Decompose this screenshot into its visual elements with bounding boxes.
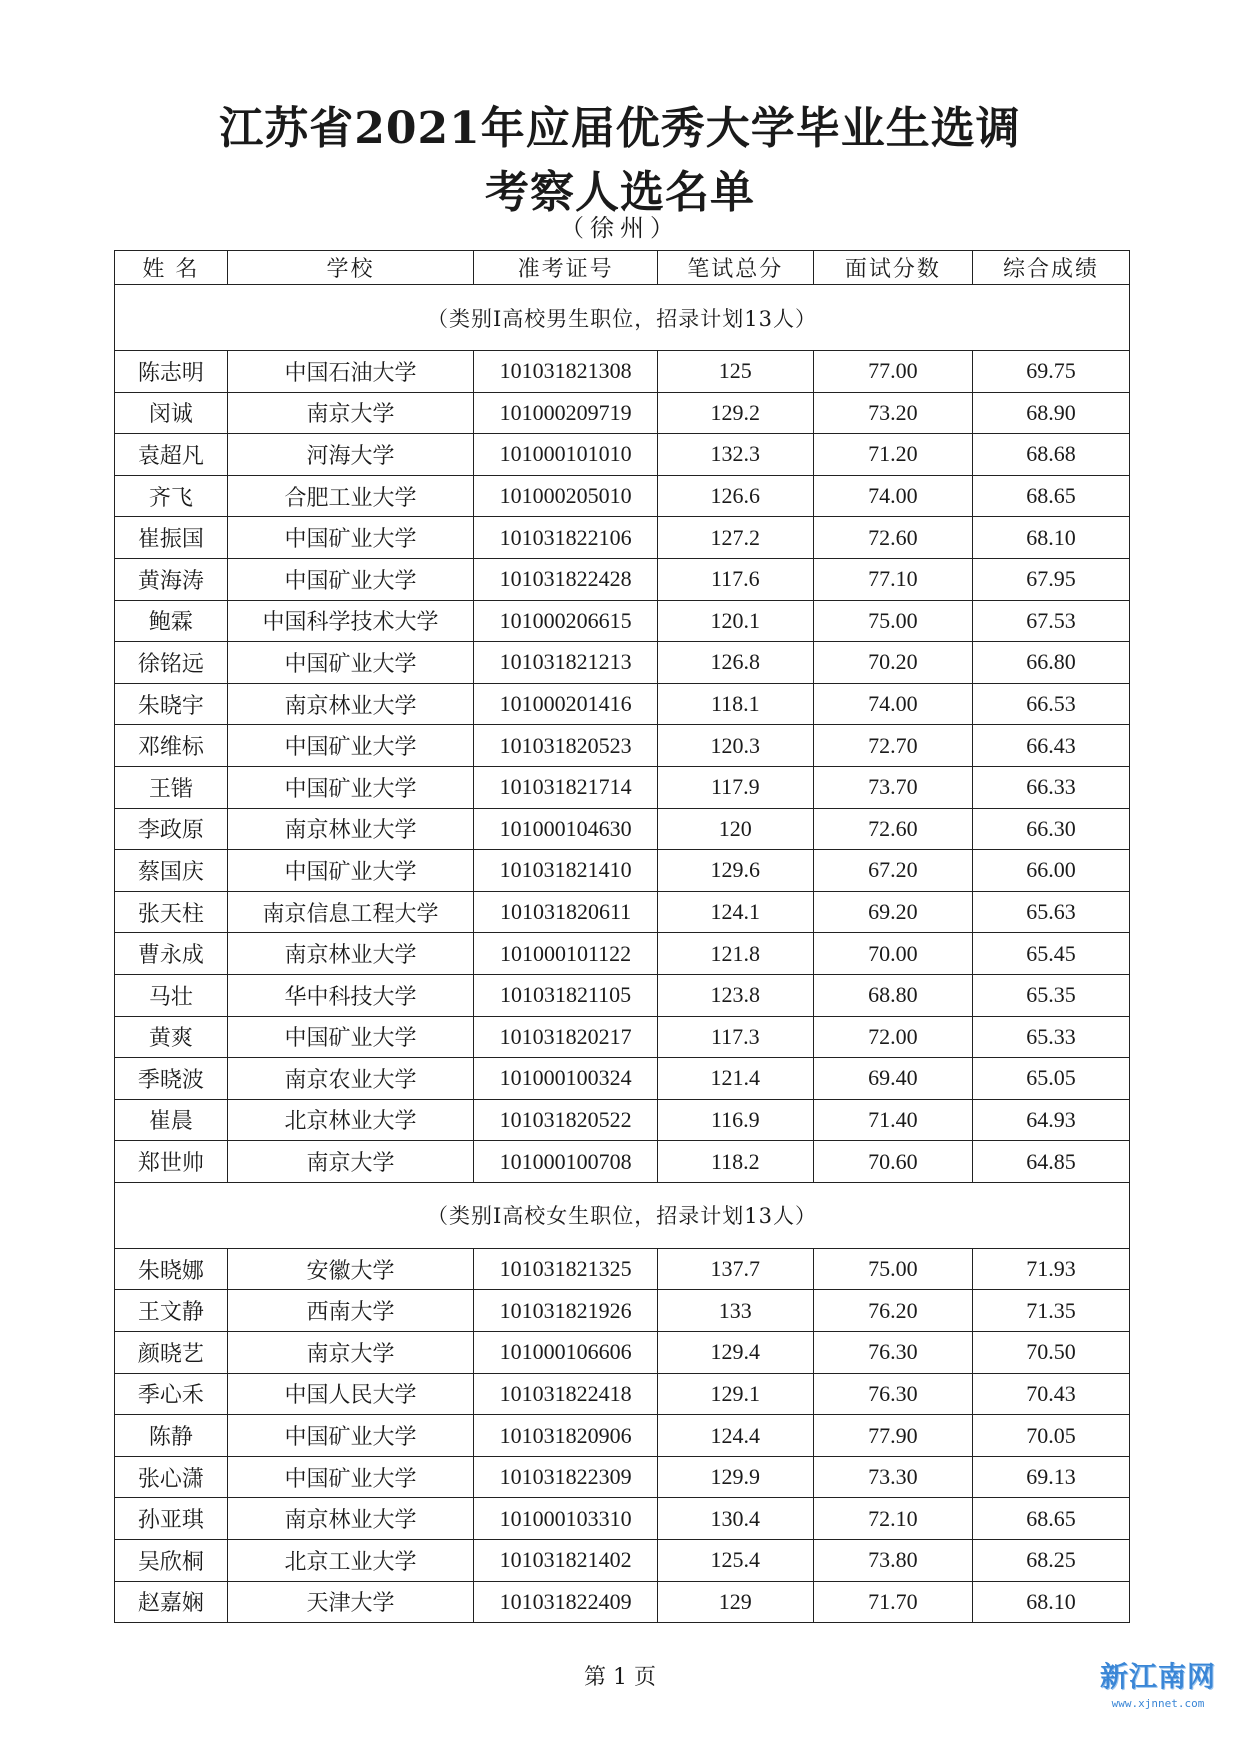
table-row [115,517,1130,559]
cell-interview-score: 77.90 [813,1415,972,1457]
cell-total-score: 69.75 [972,351,1129,393]
table-row [115,1540,1130,1582]
table-row [115,725,1130,767]
header-exam-id: 准考证号 [474,251,658,285]
cell-school: 北京工业大学 [227,1540,474,1582]
cell-school: 中国矿业大学 [227,558,474,600]
cell-interview-score: 68.80 [813,974,972,1016]
header-school: 学校 [227,251,474,285]
cell-total-score: 68.90 [972,392,1129,434]
cell-exam-id: 101000201416 [474,683,658,725]
cell-interview-score: 77.00 [813,351,972,393]
cell-interview-score: 72.70 [813,725,972,767]
cell-school: 中国矿业大学 [227,850,474,892]
cell-interview-score: 70.60 [813,1141,972,1183]
section-label: （类别I高校女生职位，招录计划13人） [115,1182,1130,1248]
cell-written-score: 129.1 [657,1373,813,1415]
cell-exam-id: 101031822309 [474,1456,658,1498]
section-header-row [115,1182,1130,1248]
cell-exam-id: 101000101010 [474,434,658,476]
cell-school: 天津大学 [227,1581,474,1623]
cell-total-score: 64.93 [972,1099,1129,1141]
table-row [115,434,1130,476]
cell-total-score: 68.10 [972,517,1129,559]
cell-exam-id: 101031821325 [474,1248,658,1290]
cell-written-score: 129 [657,1581,813,1623]
cell-total-score: 70.43 [972,1373,1129,1415]
cell-total-score: 65.45 [972,933,1129,975]
cell-exam-id: 101000209719 [474,392,658,434]
table-body [115,285,1130,1623]
cell-interview-score: 76.20 [813,1290,972,1332]
cell-total-score: 68.25 [972,1540,1129,1582]
cell-exam-id: 101000206615 [474,600,658,642]
watermark-url: www.xjnnet.com [1111,1697,1205,1710]
cell-exam-id: 101031822418 [474,1373,658,1415]
cell-name: 曹永成 [115,933,228,975]
table-row [115,683,1130,725]
cell-name: 崔振国 [115,517,228,559]
cell-name: 季晓波 [115,1058,228,1100]
cell-school: 中国矿业大学 [227,725,474,767]
cell-interview-score: 75.00 [813,1248,972,1290]
cell-school: 南京林业大学 [227,933,474,975]
cell-name: 鲍霖 [115,600,228,642]
table-row [115,642,1130,684]
cell-total-score: 67.95 [972,558,1129,600]
cell-name: 吴欣桐 [115,1540,228,1582]
cell-exam-id: 101031821410 [474,850,658,892]
cell-school: 南京大学 [227,392,474,434]
cell-name: 崔晨 [115,1099,228,1141]
table-row [115,475,1130,517]
header-name: 姓 名 [115,251,228,285]
cell-school: 南京林业大学 [227,1498,474,1540]
cell-school: 中国石油大学 [227,351,474,393]
cell-written-score: 125.4 [657,1540,813,1582]
table-row [115,1290,1130,1332]
cell-exam-id: 101031820611 [474,891,658,933]
cell-school: 安徽大学 [227,1248,474,1290]
cell-written-score: 120 [657,808,813,850]
table-row [115,1498,1130,1540]
cell-school: 华中科技大学 [227,974,474,1016]
cell-school: 中国矿业大学 [227,1456,474,1498]
cell-written-score: 126.8 [657,642,813,684]
document-subtitle: （徐州） [560,214,680,242]
cell-total-score: 66.80 [972,642,1129,684]
cell-school: 中国矿业大学 [227,1415,474,1457]
cell-interview-score: 70.00 [813,933,972,975]
cell-name: 颜晓艺 [115,1332,228,1374]
table-row [115,891,1130,933]
cell-written-score: 130.4 [657,1498,813,1540]
header-interview-score: 面试分数 [813,251,972,285]
cell-name: 马壮 [115,974,228,1016]
cell-written-score: 129.2 [657,392,813,434]
cell-written-score: 129.9 [657,1456,813,1498]
cell-interview-score: 76.30 [813,1332,972,1374]
cell-interview-score: 71.20 [813,434,972,476]
cell-school: 中国科学技术大学 [227,600,474,642]
cell-school: 南京信息工程大学 [227,891,474,933]
cell-exam-id: 101031821105 [474,974,658,1016]
cell-written-score: 120.3 [657,725,813,767]
table-row [115,351,1130,393]
cell-interview-score: 67.20 [813,850,972,892]
candidate-table [114,250,1130,1623]
table-row [115,392,1130,434]
cell-written-score: 129.4 [657,1332,813,1374]
table-row [115,600,1130,642]
cell-written-score: 137.7 [657,1248,813,1290]
cell-total-score: 65.05 [972,1058,1129,1100]
cell-exam-id: 101031822409 [474,1581,658,1623]
document-title-line2: 考察人选名单 [485,167,755,218]
cell-total-score: 66.53 [972,683,1129,725]
section-label: （类别I高校男生职位，招录计划13人） [115,285,1130,351]
cell-interview-score: 75.00 [813,600,972,642]
cell-interview-score: 76.30 [813,1373,972,1415]
cell-total-score: 65.33 [972,1016,1129,1058]
cell-interview-score: 73.80 [813,1540,972,1582]
cell-exam-id: 101031821926 [474,1290,658,1332]
cell-exam-id: 101031821402 [474,1540,658,1582]
cell-name: 张心潇 [115,1456,228,1498]
cell-exam-id: 101031820217 [474,1016,658,1058]
cell-interview-score: 69.40 [813,1058,972,1100]
table-row [115,1456,1130,1498]
cell-name: 李政原 [115,808,228,850]
cell-interview-score: 70.20 [813,642,972,684]
cell-name: 黄海涛 [115,558,228,600]
cell-written-score: 132.3 [657,434,813,476]
cell-written-score: 129.6 [657,850,813,892]
cell-name: 王文静 [115,1290,228,1332]
header-written-score: 笔试总分 [657,251,813,285]
cell-interview-score: 74.00 [813,683,972,725]
cell-written-score: 123.8 [657,974,813,1016]
cell-total-score: 66.30 [972,808,1129,850]
cell-school: 中国矿业大学 [227,1016,474,1058]
cell-total-score: 70.05 [972,1415,1129,1457]
cell-exam-id: 101031821714 [474,766,658,808]
cell-written-score: 116.9 [657,1099,813,1141]
cell-interview-score: 72.60 [813,517,972,559]
cell-total-score: 66.43 [972,725,1129,767]
cell-school: 中国矿业大学 [227,517,474,559]
cell-exam-id: 101031822106 [474,517,658,559]
cell-school: 合肥工业大学 [227,475,474,517]
cell-exam-id: 101031821213 [474,642,658,684]
cell-written-score: 117.6 [657,558,813,600]
cell-interview-score: 72.00 [813,1016,972,1058]
cell-total-score: 65.63 [972,891,1129,933]
cell-total-score: 68.68 [972,434,1129,476]
cell-school: 南京大学 [227,1332,474,1374]
cell-school: 南京林业大学 [227,683,474,725]
cell-total-score: 68.65 [972,475,1129,517]
cell-written-score: 121.4 [657,1058,813,1100]
cell-interview-score: 73.30 [813,1456,972,1498]
cell-exam-id: 101031821308 [474,351,658,393]
page-number: 第 1 页 [584,1665,656,1690]
cell-exam-id: 101000101122 [474,933,658,975]
cell-interview-score: 74.00 [813,475,972,517]
cell-total-score: 67.53 [972,600,1129,642]
table-row [115,558,1130,600]
table-row [115,974,1130,1016]
cell-exam-id: 101031820522 [474,1099,658,1141]
cell-name: 季心禾 [115,1373,228,1415]
cell-interview-score: 73.20 [813,392,972,434]
cell-exam-id: 101031822428 [474,558,658,600]
cell-total-score: 68.65 [972,1498,1129,1540]
table-row [115,766,1130,808]
table-row [115,1581,1130,1623]
cell-name: 邓维标 [115,725,228,767]
table-row [115,1248,1130,1290]
cell-name: 徐铭远 [115,642,228,684]
cell-interview-score: 72.10 [813,1498,972,1540]
cell-written-score: 133 [657,1290,813,1332]
header-total-score: 综合成绩 [972,251,1129,285]
cell-name: 齐飞 [115,475,228,517]
cell-exam-id: 101031820523 [474,725,658,767]
cell-exam-id: 101000100708 [474,1141,658,1183]
cell-school: 南京农业大学 [227,1058,474,1100]
cell-total-score: 64.85 [972,1141,1129,1183]
document-title: 江苏省2021年应届优秀大学毕业生选调 [219,103,1021,154]
cell-name: 朱晓宇 [115,683,228,725]
table-row [115,1373,1130,1415]
cell-school: 河海大学 [227,434,474,476]
cell-school: 南京大学 [227,1141,474,1183]
table-row [115,933,1130,975]
cell-name: 赵嘉娴 [115,1581,228,1623]
cell-school: 中国人民大学 [227,1373,474,1415]
section-header-row [115,285,1130,351]
watermark-logo [1098,1655,1218,1710]
cell-name: 朱晓娜 [115,1248,228,1290]
cell-exam-id: 101000103310 [474,1498,658,1540]
cell-written-score: 127.2 [657,517,813,559]
cell-written-score: 121.8 [657,933,813,975]
cell-name: 袁超凡 [115,434,228,476]
cell-written-score: 117.3 [657,1016,813,1058]
cell-name: 张天柱 [115,891,228,933]
cell-total-score: 71.35 [972,1290,1129,1332]
cell-total-score: 71.93 [972,1248,1129,1290]
table-row [115,1058,1130,1100]
table-row [115,1141,1130,1183]
cell-name: 陈静 [115,1415,228,1457]
cell-total-score: 66.33 [972,766,1129,808]
watermark-logo-text: 新江南网 [1099,1660,1216,1693]
cell-written-score: 118.1 [657,683,813,725]
cell-total-score: 69.13 [972,1456,1129,1498]
cell-interview-score: 77.10 [813,558,972,600]
cell-interview-score: 71.70 [813,1581,972,1623]
cell-interview-score: 69.20 [813,891,972,933]
table-row [115,1016,1130,1058]
cell-school: 南京林业大学 [227,808,474,850]
table-row [115,1415,1130,1457]
cell-written-score: 117.9 [657,766,813,808]
table-row [115,850,1130,892]
cell-exam-id: 101000106606 [474,1332,658,1374]
cell-school: 西南大学 [227,1290,474,1332]
cell-written-score: 124.4 [657,1415,813,1457]
cell-exam-id: 101000205010 [474,475,658,517]
cell-name: 陈志明 [115,351,228,393]
cell-name: 郑世帅 [115,1141,228,1183]
cell-school: 中国矿业大学 [227,642,474,684]
cell-exam-id: 101000104630 [474,808,658,850]
cell-total-score: 66.00 [972,850,1129,892]
cell-interview-score: 73.70 [813,766,972,808]
cell-written-score: 120.1 [657,600,813,642]
cell-name: 闵诚 [115,392,228,434]
cell-exam-id: 101031820906 [474,1415,658,1457]
cell-school: 北京林业大学 [227,1099,474,1141]
cell-name: 黄爽 [115,1016,228,1058]
cell-name: 王锴 [115,766,228,808]
table-header-row [115,251,1130,285]
cell-written-score: 125 [657,351,813,393]
cell-name: 蔡国庆 [115,850,228,892]
cell-name: 孙亚琪 [115,1498,228,1540]
cell-written-score: 124.1 [657,891,813,933]
cell-school: 中国矿业大学 [227,766,474,808]
cell-interview-score: 72.60 [813,808,972,850]
cell-interview-score: 71.40 [813,1099,972,1141]
table-row [115,808,1130,850]
cell-total-score: 68.10 [972,1581,1129,1623]
table-row [115,1099,1130,1141]
cell-total-score: 70.50 [972,1332,1129,1374]
cell-written-score: 118.2 [657,1141,813,1183]
cell-written-score: 126.6 [657,475,813,517]
table-row [115,1332,1130,1374]
cell-exam-id: 101000100324 [474,1058,658,1100]
cell-total-score: 65.35 [972,974,1129,1016]
